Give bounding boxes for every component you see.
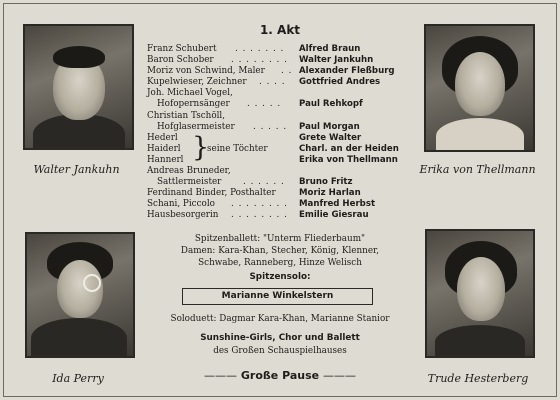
cast-role: Hannerl xyxy=(147,154,184,165)
ballet-heading xyxy=(145,234,415,244)
portrait-caption: Trude Hesterberg xyxy=(427,372,529,385)
leader-dots: . . . . . . . . xyxy=(231,199,288,210)
ladies-line: Schwabe, Ranneberg, Hinze Welisch xyxy=(198,258,362,268)
cast-actor: Gottfried Andres xyxy=(299,77,381,88)
ballet-label: Spitzenballett: "Unterm Fliederbaum" xyxy=(194,234,366,244)
cast-role: Franz Schubert xyxy=(147,44,217,54)
cast-row xyxy=(147,133,417,144)
cast-role: Haiderl xyxy=(147,143,181,154)
rule-dash: ——— xyxy=(204,369,238,382)
portrait-photo-trude-hesterberg xyxy=(425,229,535,358)
leader-dots: . . . . . . . xyxy=(235,44,285,54)
brace-icon: } xyxy=(192,131,210,163)
cast-row xyxy=(147,111,417,122)
daughters-group xyxy=(147,133,417,166)
cast-actor: Erika von Thellmann xyxy=(299,154,398,165)
cast-actor: Paul Rehkopf xyxy=(299,99,363,110)
cast-role: Sattlermeister xyxy=(157,177,222,188)
cast-role: Hofopernsänger xyxy=(157,99,230,110)
portrait-caption: Erika von Thellmann xyxy=(419,163,536,176)
leader-dots: . . . . . . . . xyxy=(231,210,288,221)
cast-actor: Emilie Giesrau xyxy=(299,210,369,221)
cast-actor: Charl. an der Heiden xyxy=(299,143,399,154)
leader-dots: . . xyxy=(281,66,293,77)
cast-role: Kupelwieser, Zeichner xyxy=(147,77,247,88)
portrait-caption: Walter Jankuhn xyxy=(33,163,120,176)
chorus-line: des Großen Schauspielhauses xyxy=(213,346,347,356)
cast-row xyxy=(147,177,417,188)
chorus-line: Sunshine-Girls, Chor und Ballett xyxy=(200,333,360,343)
daughters-label: seine Töchter xyxy=(207,143,268,154)
cast-role: Moriz von Schwind, Maler xyxy=(147,66,265,77)
cast-row xyxy=(147,66,417,77)
cast-actor: Walter Jankuhn xyxy=(299,55,374,66)
cast-role: Baron Schober xyxy=(147,55,214,66)
cast-role: Hausbesorgerin xyxy=(147,210,219,221)
cast-actor: Alexander Fleßburg xyxy=(299,66,395,77)
cast-row xyxy=(147,188,417,199)
duet-line: Soloduett: Dagmar Kara-Khan, Marianne Stanior xyxy=(170,314,390,324)
cast-row xyxy=(147,88,417,99)
cast-actor: Manfred Herbst xyxy=(299,199,376,210)
rule-dash: ——— xyxy=(322,369,356,382)
cast-row xyxy=(147,144,417,155)
leader-dots: . . . . . . xyxy=(243,177,285,188)
cast-role: Christian Tschöll, xyxy=(147,110,226,121)
portrait-photo-erika-von-thellmann xyxy=(424,24,535,152)
pause-heading xyxy=(180,369,380,382)
cast-role: Andreas Bruneder, xyxy=(147,166,231,177)
cast-list xyxy=(147,44,417,222)
pause-label: Große Pause xyxy=(240,369,320,382)
cast-actor: Moriz Harlan xyxy=(299,188,361,199)
cast-role: Ferdinand Binder, Posthalter xyxy=(147,188,276,199)
leader-dots: . . . . . xyxy=(247,99,282,110)
ladies-line: Damen: Kara-Khan, Stecher, König, Klenner, xyxy=(180,246,380,256)
cast-actor: Paul Morgan xyxy=(299,121,360,132)
leader-dots: . . . . . . . . xyxy=(231,55,288,66)
leader-dots: . . . . . xyxy=(253,121,288,132)
cast-row xyxy=(147,122,417,133)
cast-row xyxy=(147,44,417,55)
portrait-caption: Ida Perry xyxy=(52,372,104,385)
cast-actor: Alfred Braun xyxy=(299,44,361,54)
cast-role: Schani, Piccolo xyxy=(147,199,215,210)
cast-actor: Bruno Fritz xyxy=(299,177,353,188)
cast-actor: Grete Walter xyxy=(299,132,362,143)
leader-dots: . . . . xyxy=(259,77,286,88)
portrait-photo-walter-jankuhn xyxy=(23,24,134,150)
cast-row xyxy=(147,77,417,88)
portrait-photo-ida-perry xyxy=(25,232,135,358)
cast-row xyxy=(147,199,417,210)
cast-row xyxy=(147,99,417,110)
cast-row xyxy=(147,155,417,166)
act-title: 1. Akt xyxy=(259,23,301,37)
cast-role: Joh. Michael Vogel, xyxy=(147,88,233,99)
cast-row xyxy=(147,55,417,66)
soloist-box: Marianne Winkelstern xyxy=(182,288,373,305)
cast-role: Hederl xyxy=(147,132,178,143)
cast-role: Hofglasermeister xyxy=(157,121,235,132)
solo-label: Spitzensolo: xyxy=(249,272,311,282)
cast-row xyxy=(147,210,417,221)
cast-row xyxy=(147,166,417,177)
